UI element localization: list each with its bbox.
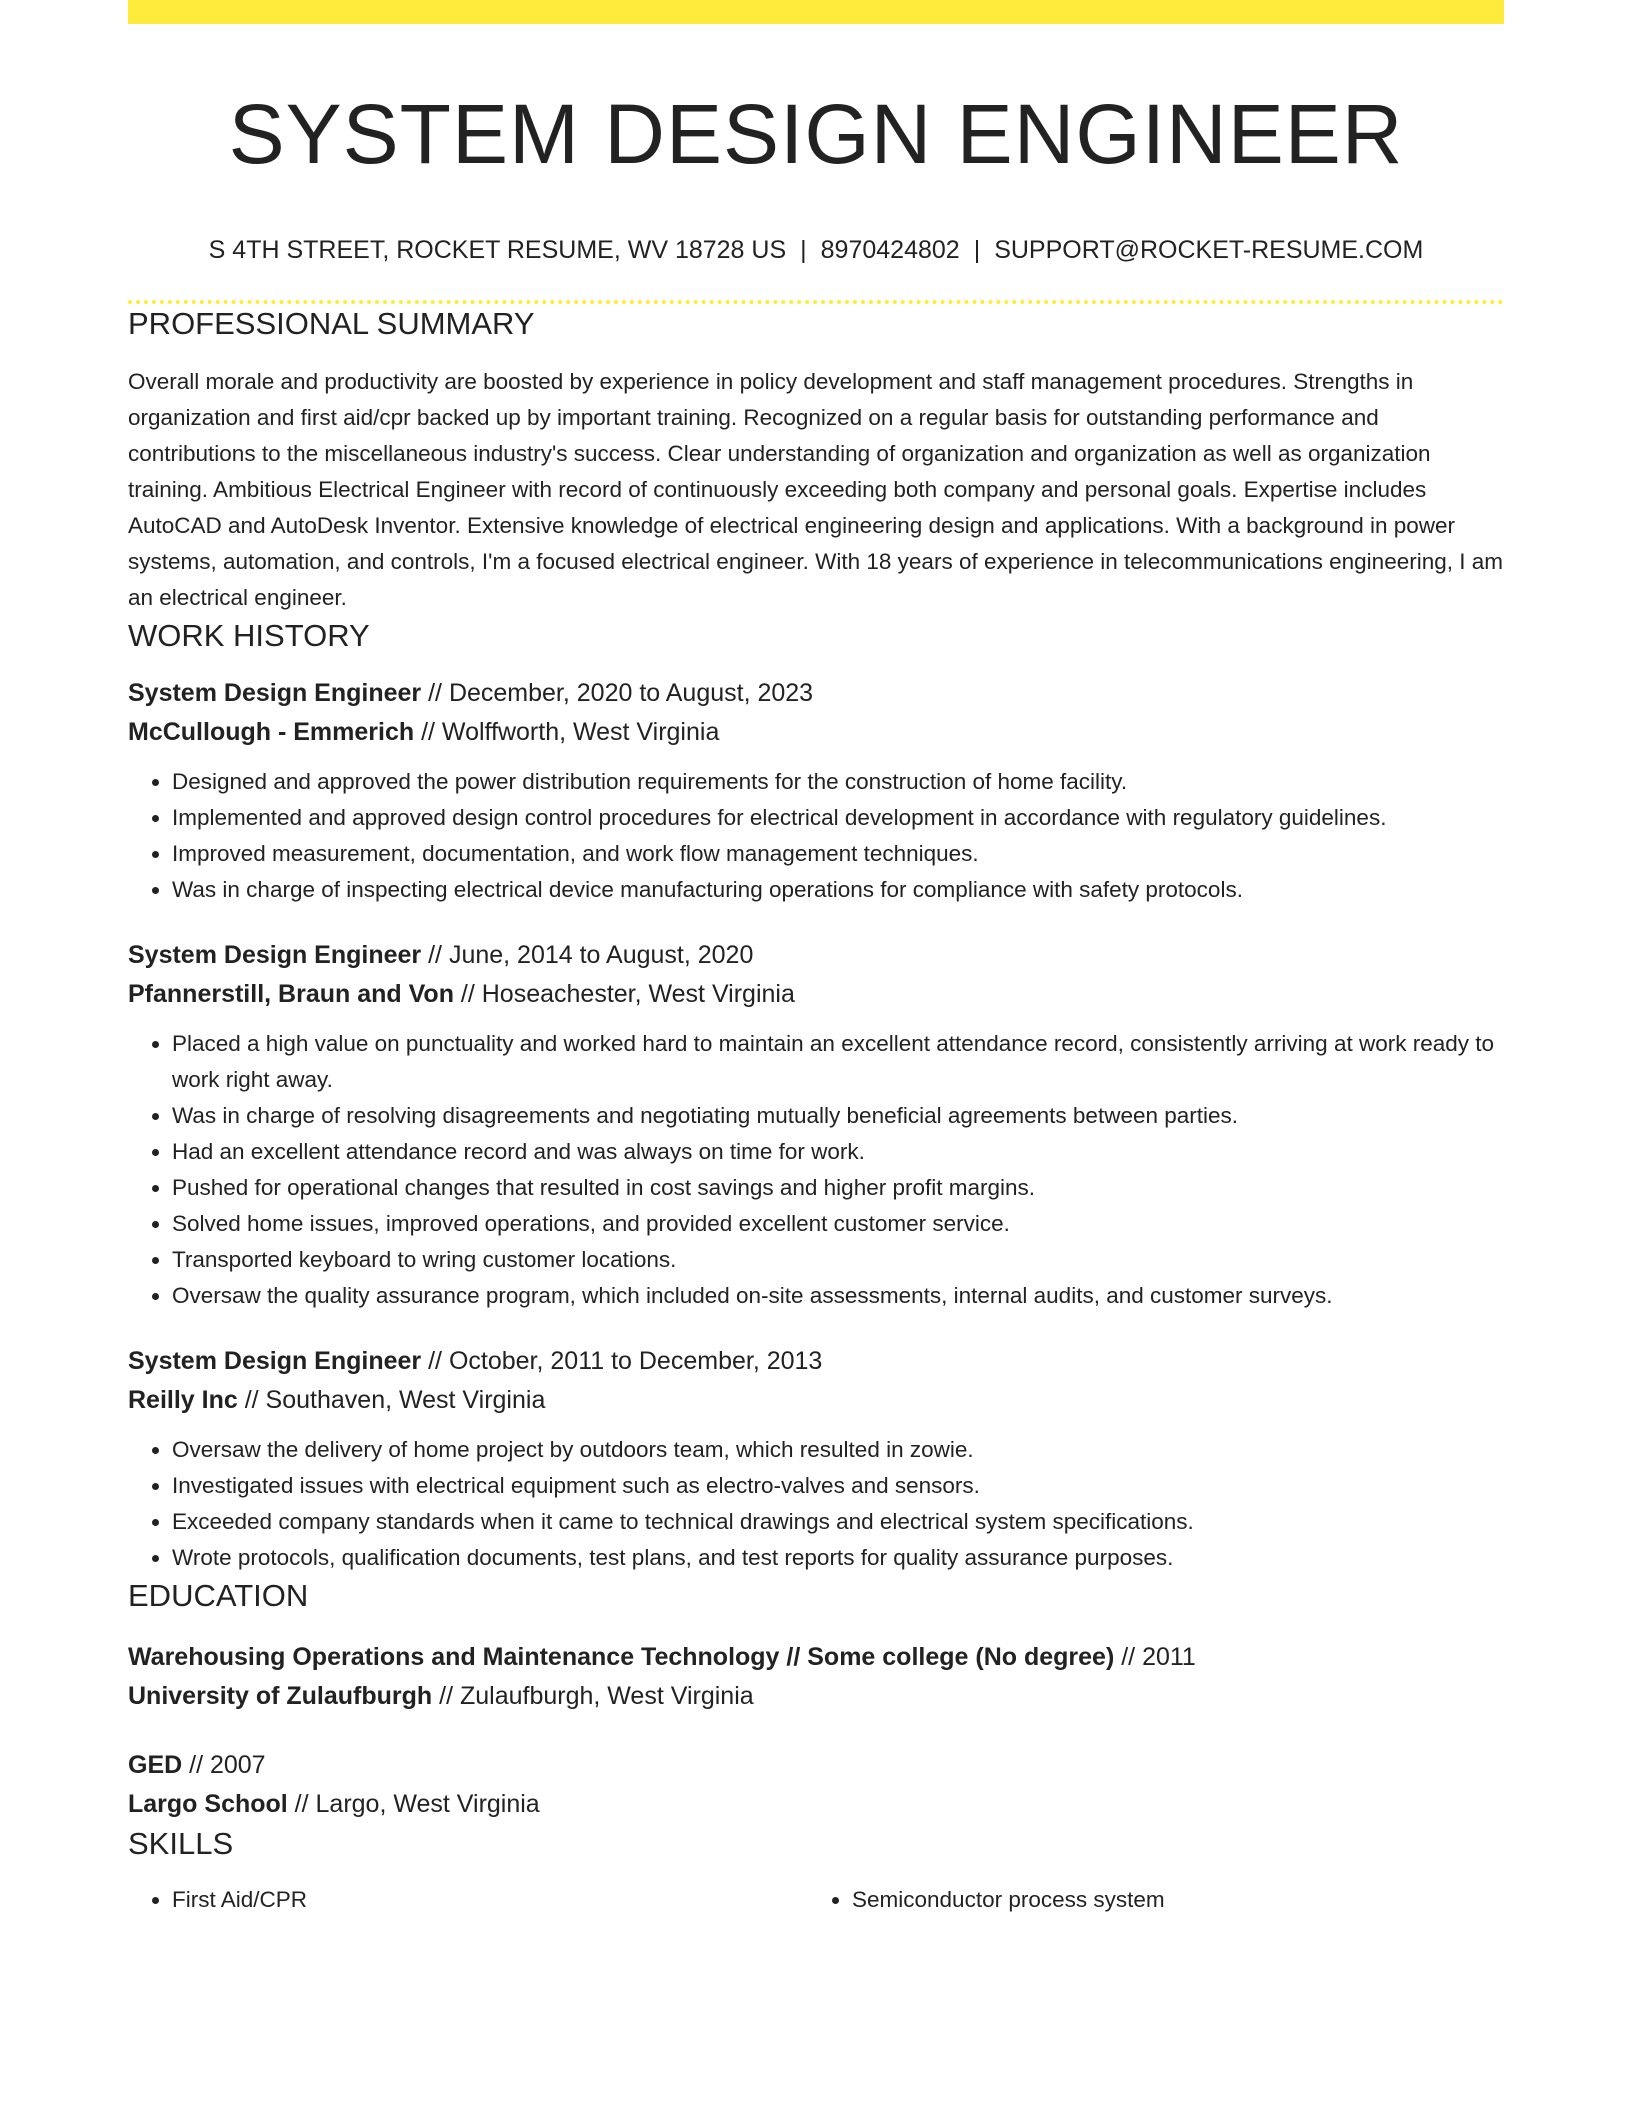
section-title-skills: SKILLS <box>128 1826 234 1861</box>
job-company-line <box>128 975 1504 1014</box>
education-school: University of Zulaufburgh <box>128 1682 433 1710</box>
job-bullet: • Investigated issues with electrical equipment such as electro-valves and sensors. <box>172 1468 1504 1504</box>
contact-phone: 8970424802 <box>820 236 960 264</box>
education-degree-line <box>128 1638 1504 1677</box>
job-bullet: • Had an excellent attendance record and was always on time for work. <box>172 1134 1504 1170</box>
contact-email: SUPPORT@ROCKET-RESUME.COM <box>994 236 1424 264</box>
job-role-line <box>128 1342 1504 1381</box>
job-entry <box>128 936 1504 1314</box>
skills-columns <box>128 1882 1504 1918</box>
job-bullet: • Was in charge of inspecting electrical device manufacturing operations for compliance with safety protocols. <box>172 872 1504 908</box>
education-degree: Warehousing Operations and Maintenance Technology // Some college (No degree) <box>128 1643 1115 1671</box>
job-bullets <box>128 764 1504 908</box>
education-entry <box>128 1638 1504 1716</box>
education-school-line <box>128 1785 1504 1824</box>
job-company: Reilly Inc <box>128 1386 238 1414</box>
section-title-summary: PROFESSIONAL SUMMARY <box>128 306 535 341</box>
job-company: McCullough - Emmerich <box>128 718 415 746</box>
education-school: Largo School <box>128 1790 288 1818</box>
job-bullet: • Improved measurement, documentation, and work flow management techniques. <box>172 836 1504 872</box>
job-entry <box>128 1342 1504 1576</box>
job-bullet: • Was in charge of resolving disagreements and negotiating mutually beneficial agreements between parties. <box>172 1098 1504 1134</box>
job-company-line <box>128 1381 1504 1420</box>
job-bullet: • Placed a high value on punctuality and worked hard to maintain an excellent attendance record, consistently arriving at work ready to work right away. <box>172 1026 1504 1098</box>
education-degree-line <box>128 1746 1504 1785</box>
section-title-work-history: WORK HISTORY <box>128 618 370 653</box>
contact-separator: | <box>800 236 807 264</box>
job-bullet: • Transported keyboard to wring customer locations. <box>172 1242 1504 1278</box>
job-role: System Design Engineer <box>128 1347 422 1375</box>
job-location: // Wolffworth, West Virginia <box>414 718 720 746</box>
skills-left-column <box>128 1882 808 1918</box>
skills-right-column <box>808 1882 1488 1918</box>
job-role: System Design Engineer <box>128 679 422 707</box>
education-school-line <box>128 1677 1504 1716</box>
contact-separator: | <box>973 236 981 264</box>
job-bullet: • Exceeded company standards when it came to technical drawings and electrical system specifications. <box>172 1504 1504 1540</box>
education-entry <box>128 1746 1504 1824</box>
job-role-line <box>128 674 1504 713</box>
resume-page <box>128 0 1504 1918</box>
job-bullet: • Implemented and approved design control procedures for electrical development in accordance with regulatory guidelines. <box>172 800 1504 836</box>
job-location: // Hoseachester, West Virginia <box>453 980 795 1008</box>
accent-top-bar <box>128 0 1504 24</box>
job-dates: // June, 2014 to August, 2020 <box>421 941 754 969</box>
job-dates: // October, 2011 to December, 2013 <box>421 1347 823 1375</box>
contact-line <box>128 234 1504 266</box>
resume-name: SYSTEM DESIGN ENGINEER <box>228 87 1404 181</box>
job-bullet: • Wrote protocols, qualification documents, test plans, and test reports for quality assurance purposes. <box>172 1540 1504 1576</box>
job-role: System Design Engineer <box>128 941 422 969</box>
education-year: // 2011 <box>1114 1643 1196 1671</box>
job-bullet: • Oversaw the quality assurance program, which included on-site assessments, internal audits, and customer surveys. <box>172 1278 1504 1314</box>
education-year: // 2007 <box>182 1751 266 1779</box>
job-company: Pfannerstill, Braun and Von <box>128 980 454 1008</box>
job-bullet: • Oversaw the delivery of home project by outdoors team, which resulted in zowie. <box>172 1432 1504 1468</box>
contact-address: S 4TH STREET, ROCKET RESUME, WV 18728 US <box>208 236 787 264</box>
summary-text: Overall morale and productivity are boosted by experience in policy development and staff management procedures. Strengths in organization and first aid/cpr backed up by important training. Recognized on a regular basis for outstanding performance and contributions to the miscellaneous industry's success. Clear understanding of organization and organization as well as organization training. Ambitious Electrical Engineer with record of continuously exceeding both company and personal goals. Expertise includes AutoCAD and AutoDesk Inventor. Extensive knowledge of electrical engineering design and applications. With a background in power systems, automation, and controls, I'm a focused electrical engineer. With 18 years of experience in telecommunications engineering, I am an electrical engineer. <box>128 369 1503 610</box>
skill-item: • First Aid/CPR <box>172 1882 808 1918</box>
job-location: // Southaven, West Virginia <box>237 1386 546 1414</box>
job-company-line <box>128 713 1504 752</box>
section-title-education: EDUCATION <box>128 1578 309 1613</box>
education-location: // Largo, West Virginia <box>287 1790 540 1818</box>
skill-item: • Semiconductor process system <box>852 1882 1488 1918</box>
education-location: // Zulaufburgh, West Virginia <box>432 1682 754 1710</box>
job-dates: // December, 2020 to August, 2023 <box>421 679 814 707</box>
job-role-line <box>128 936 1504 975</box>
job-bullets <box>128 1026 1504 1314</box>
job-bullet: • Designed and approved the power distribution requirements for the construction of home facility. <box>172 764 1504 800</box>
job-entry <box>128 674 1504 908</box>
job-bullets <box>128 1432 1504 1576</box>
job-bullet: • Pushed for operational changes that resulted in cost savings and higher profit margins. <box>172 1170 1504 1206</box>
education-degree: GED <box>128 1751 183 1779</box>
job-bullet: • Solved home issues, improved operations, and provided excellent customer service. <box>172 1206 1504 1242</box>
